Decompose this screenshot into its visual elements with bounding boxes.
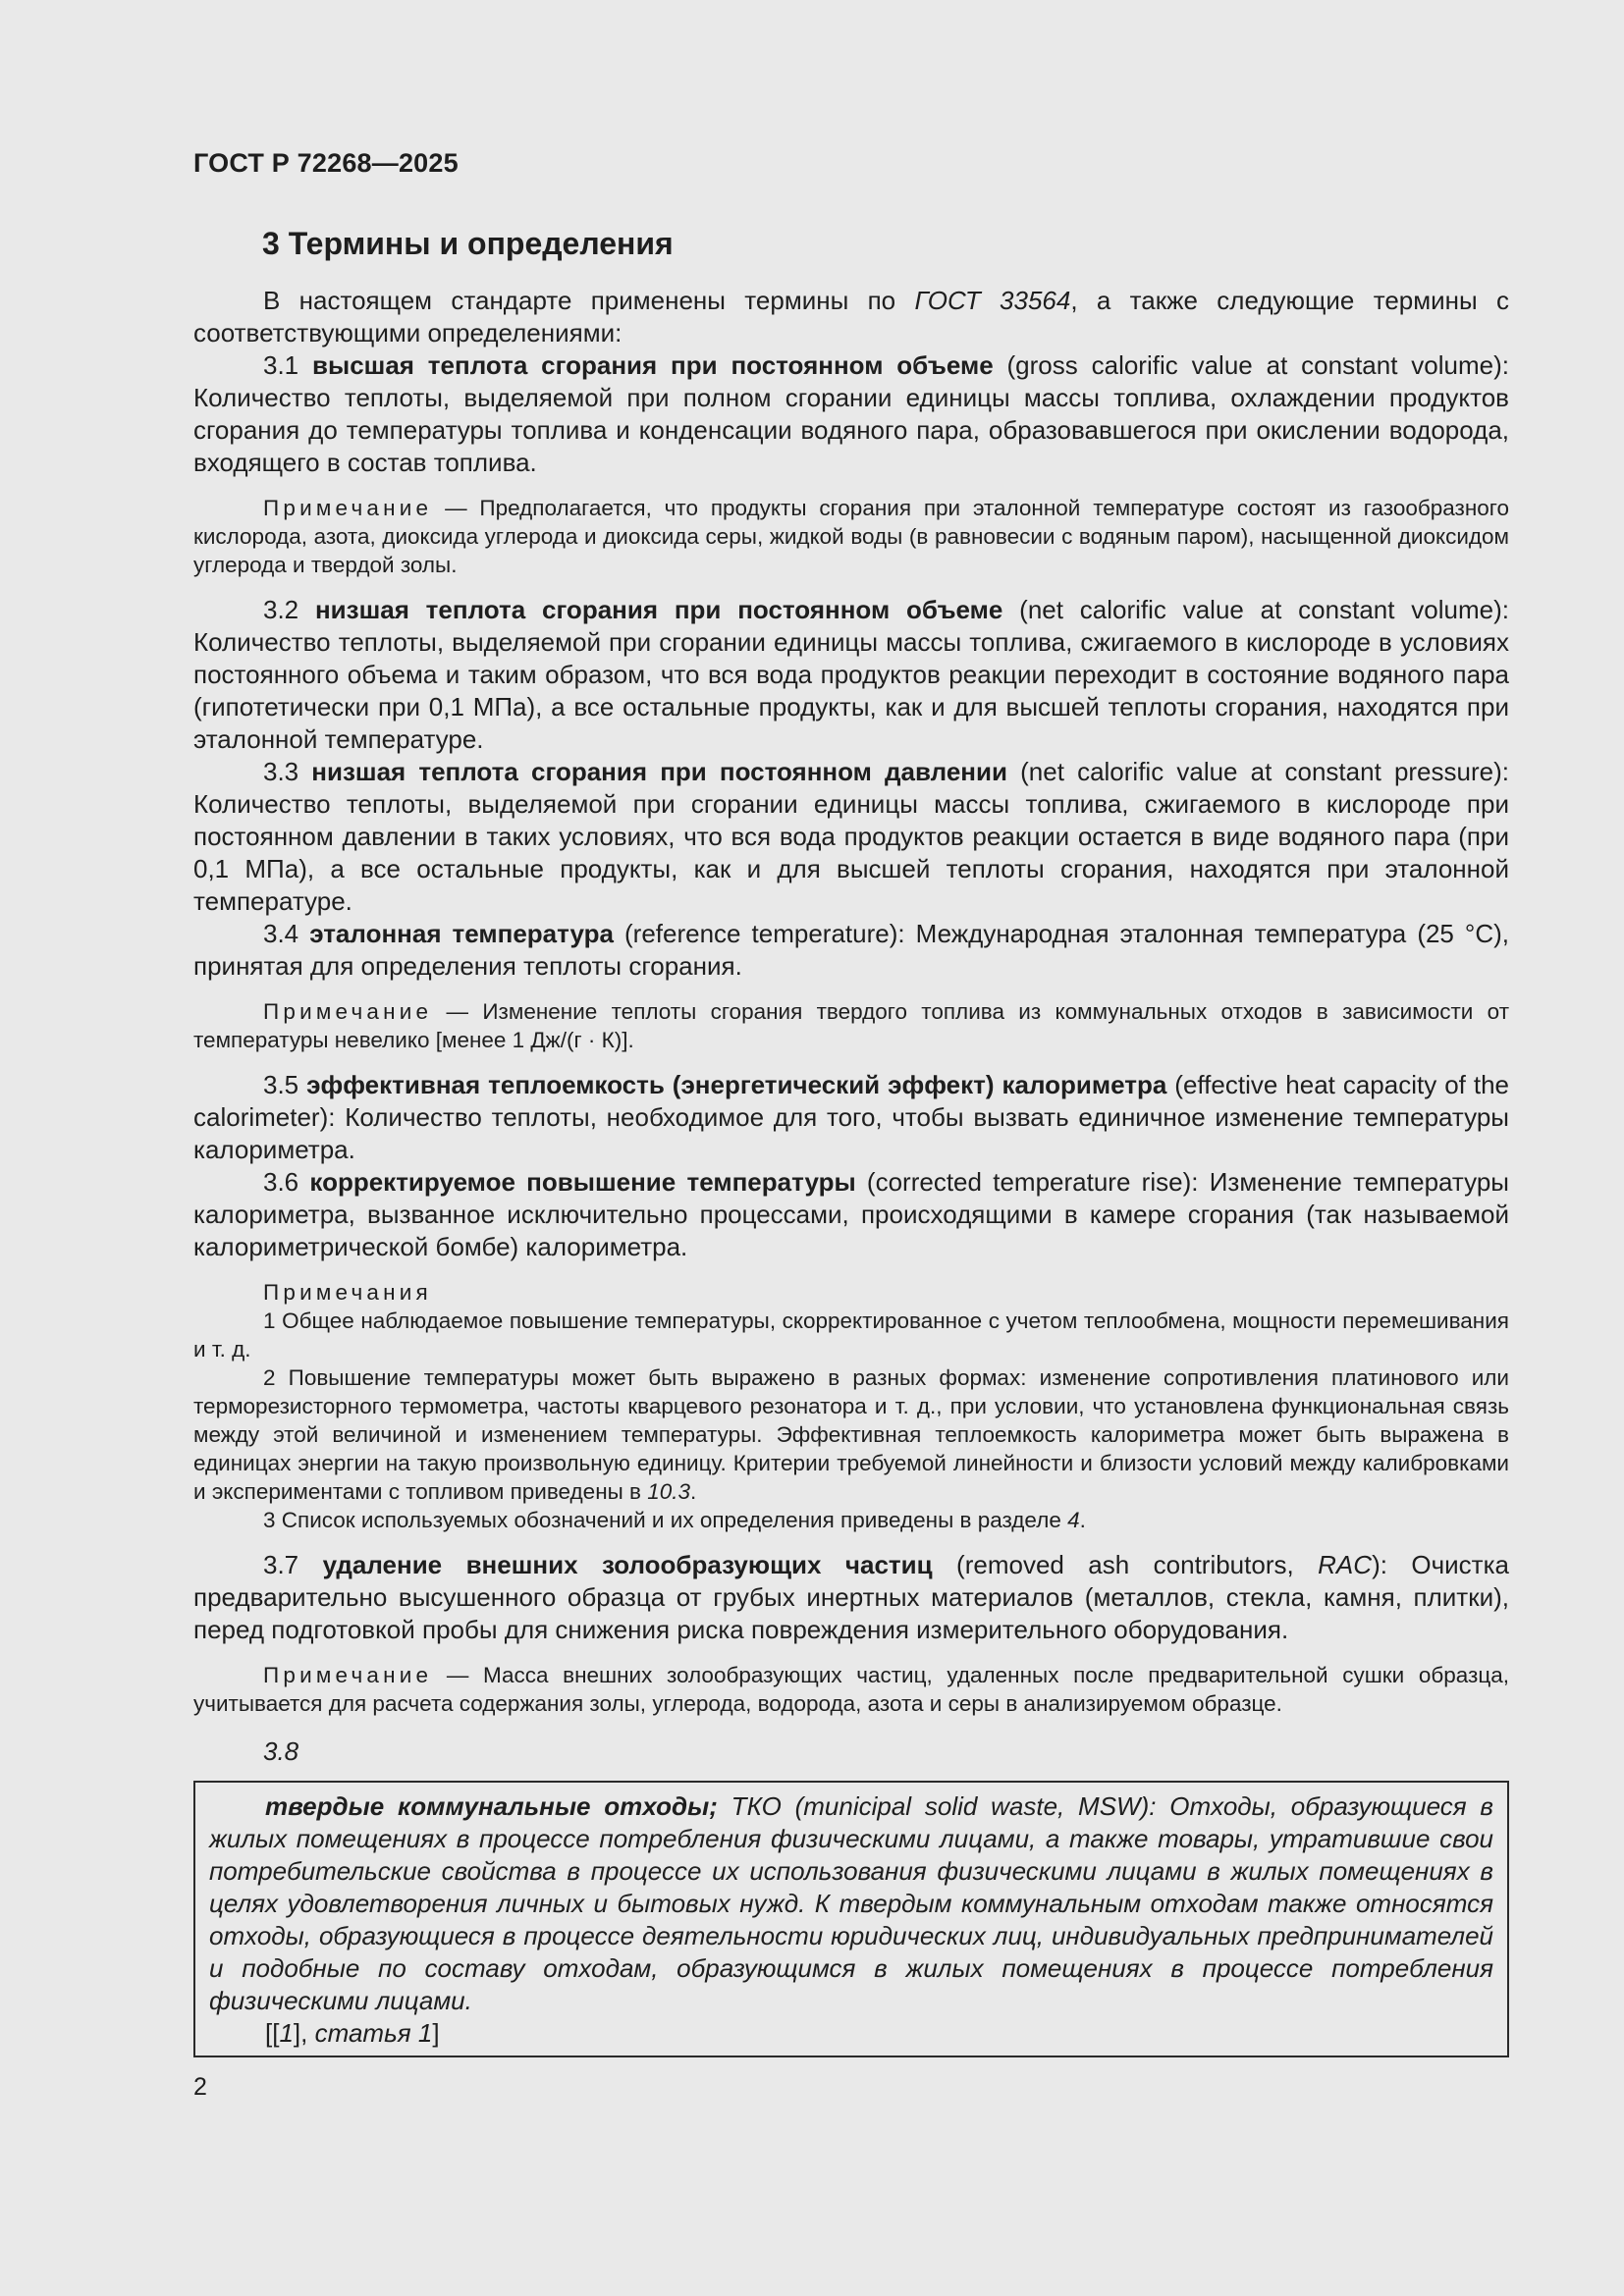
term-3-8: твердые коммунальные отходы; ТКО (municipal solid waste, MSW): Отходы, образующиеся в жилых помещениях в процессе потребления физическими лицами, а также товары, утратившие свои потребительские свойства в процессе их использования физическими лицами в жилых помещениях в целях удовлетворения личных и бытовых нужд. К твердым коммунальным отходам также относятся отходы, образующиеся в процессе деятельности юридических лиц, индивидуальных предпринимателей и подобные по составу отходам, образующимся в жилых помещениях в процессе потребления физическими лицами. xyxy=(209,1791,1493,2015)
term-3-7: 3.7 удаление внешних золообразующих частиц (removed ash contributors, RAC): Очистка предварительно высушенного образца от грубых инертных материалов (металлов, стекла, камня, плитки), перед подготовкой пробы для снижения риска повреждения измерительного оборудования. xyxy=(193,1550,1509,1644)
term-number: 3.6 xyxy=(263,1167,310,1197)
term-name: высшая теплота сгорания при постоянном объеме xyxy=(312,350,994,380)
term-definition: (net calorific value at constant volume): Количество теплоты, выделяемой при сгорании единицы массы топлива, сжигаемого в кислороде в условиях постоянного объема и таким образом, что вся вода продуктов реакции переходит в состояние водяного пара (гипотетически при 0,1 МПа), а все остальные продукты, как и для высшей теплоты сгорания, находятся при эталонной температуре. xyxy=(193,595,1509,754)
note-label: Примечание xyxy=(263,999,433,1024)
term-3-6 xyxy=(193,1166,1509,1263)
term-abbreviation: RAC xyxy=(1318,1550,1373,1579)
note-label: Примечание xyxy=(263,1663,433,1687)
note-text: — Предполагается, что продукты сгорания при эталонной температуре состоят из газообразного кислорода, азота, диоксида углерода и диоксида серы, жидкой воды (в равновесии с водяным паром), насыщенной диоксидом углерода и твердой золы. xyxy=(193,496,1509,577)
notes-label: Примечания xyxy=(263,1280,432,1305)
term-definition: (net calorific value at constant pressure): Количество теплоты, выделяемой при сгорании единицы массы топлива, сжигаемого в кислороде при постоянном давлении в таких условиях, что вся вода продуктов реакции остается в виде водяного пара (при 0,1 МПа), а все остальные продукты, как и для высшей теплоты сгорания, находятся при эталонной температуре. xyxy=(193,757,1509,916)
term-3-8-source: [[1], статья 1] xyxy=(265,2018,440,2048)
notes-3-6-label xyxy=(193,1278,1509,1307)
term-number: 3.5 xyxy=(263,1070,307,1099)
note-3-4 xyxy=(193,997,1509,1054)
term-number: 3.2 xyxy=(263,595,315,624)
section-reference: 4 xyxy=(1067,1508,1080,1532)
term-name: низшая теплота сгорания при постоянном давлении xyxy=(311,757,1007,786)
source-article: статья 1 xyxy=(314,2018,433,2048)
term-3-4 xyxy=(193,918,1509,983)
term-definition: (reference temperature): Международная эталонная температура (25 °С), принятая для определения теплоты сгорания. xyxy=(193,919,1509,981)
term-number: 3.4 xyxy=(263,919,310,948)
term-definition: (gross calorific value at constant volume): Количество теплоты, выделяемой при полном сгорании единицы массы топлива, охлаждении продуктов сгорания до температуры топлива и конденсации водяного пара, образовавшегося при окислении водорода, входящего в состав топлива. xyxy=(193,350,1509,477)
term-number: 3.1 xyxy=(263,350,312,380)
bibliography-reference: 1 xyxy=(279,2018,294,2048)
term-number: 3.3 xyxy=(263,757,312,786)
term-3-2 xyxy=(193,594,1509,756)
note-3-7 xyxy=(193,1661,1509,1718)
note-text: — Изменение теплоты сгорания твердого топлива из коммунальных отходов в зависимости от температуры невелико [менее 1 Дж/(г · К)]. xyxy=(193,999,1509,1052)
term-name: корректируемое повышение температуры xyxy=(309,1167,856,1197)
standard-designation: ГОСТ Р 72268—2025 xyxy=(193,148,459,178)
term-definition: (effective heat capacity of the calorimeter): Количество теплоты, необходимое для того, чтобы вызвать единичное изменение температуры калориметра. xyxy=(193,1070,1509,1164)
term-name: удаление внешних золообразующих частиц xyxy=(322,1550,933,1579)
term-3-1 xyxy=(193,349,1509,479)
note-3-1 xyxy=(193,494,1509,579)
note-3-6-1: 1 Общее наблюдаемое повышение температуры, скорректированное с учетом теплообмена, мощности перемешивания и т. д. xyxy=(193,1308,1509,1362)
term-number: 3.7 xyxy=(263,1550,323,1579)
term-definition: ТКО (municipal solid waste, MSW): Отходы, образующиеся в жилых помещениях в процессе потребления физическими лицами, а также товары, утратившие свои потребительские свойства в процессе их использования физическими лицами в жилых помещениях в целях удовлетворения личных и бытовых нужд. К твердым коммунальным отходам также относятся отходы, образующиеся в процессе деятельности юридических лиц, индивидуальных предпринимателей и подобные по составу отходам, образующимся в жилых помещениях в процессе потребления физическими лицами. xyxy=(209,1791,1493,2015)
term-3-8-number: 3.8 xyxy=(263,1736,299,1766)
term-definition: ): Очистка предварительно высушенного образца от грубых инертных материалов (металлов, стекла, камня, плитки), перед подготовкой пробы для снижения риска повреждения измерительного оборудования. xyxy=(193,1550,1509,1644)
note-3-6-3: 3 Список используемых обозначений и их определения приведены в разделе 4. xyxy=(263,1508,1086,1532)
intro-paragraph: В настоящем стандарте применены термины по ГОСТ 33564, а также следующие термины с соответствующими определениями: xyxy=(193,286,1509,347)
document-body xyxy=(193,285,1509,2057)
note-text: — Масса внешних золообразующих частиц, удаленных после предварительной сушки образца, учитывается для расчета содержания золы, углерода, водорода, азота и серы в анализируемом образце. xyxy=(193,1663,1509,1716)
page-number: 2 xyxy=(193,2073,207,2101)
term-definition: (corrected temperature rise): Изменение температуры калориметра, вызванное исключительно процессами, происходящими в камере сгорания (так называемой калориметрической бомбе) калориметра. xyxy=(193,1167,1509,1261)
term-name: низшая теплота сгорания при постоянном объеме xyxy=(314,595,1003,624)
term-3-5 xyxy=(193,1069,1509,1166)
note-3-6-2: 2 Повышение температуры может быть выражено в разных формах: изменение сопротивления платинового или терморезисторного термометра, частоты кварцевого резонатора и т. д., при условии, что установлена функциональная связь между этой величиной и изменением температуры. Эффективная теплоемкость калориметра может быть выражена в единицах энергии на такую произвольную единицу. Критерии требуемой линейности и близости условий между калибровками и экспериментами с топливом приведены в 10.3. xyxy=(193,1365,1509,1504)
section-title: 3 Термины и определения xyxy=(262,226,674,261)
standard-reference: ГОСТ 33564 xyxy=(914,286,1071,315)
note-label: Примечание xyxy=(263,496,433,520)
term-3-8-box xyxy=(193,1781,1509,2057)
term-name: эталонная температура xyxy=(309,919,614,948)
term-name: твердые коммунальные отходы xyxy=(265,1791,710,1821)
term-3-3 xyxy=(193,756,1509,918)
term-name: эффективная теплоемкость (энергетический эффект) калориметра xyxy=(306,1070,1167,1099)
clause-reference: 10.3 xyxy=(647,1479,691,1504)
